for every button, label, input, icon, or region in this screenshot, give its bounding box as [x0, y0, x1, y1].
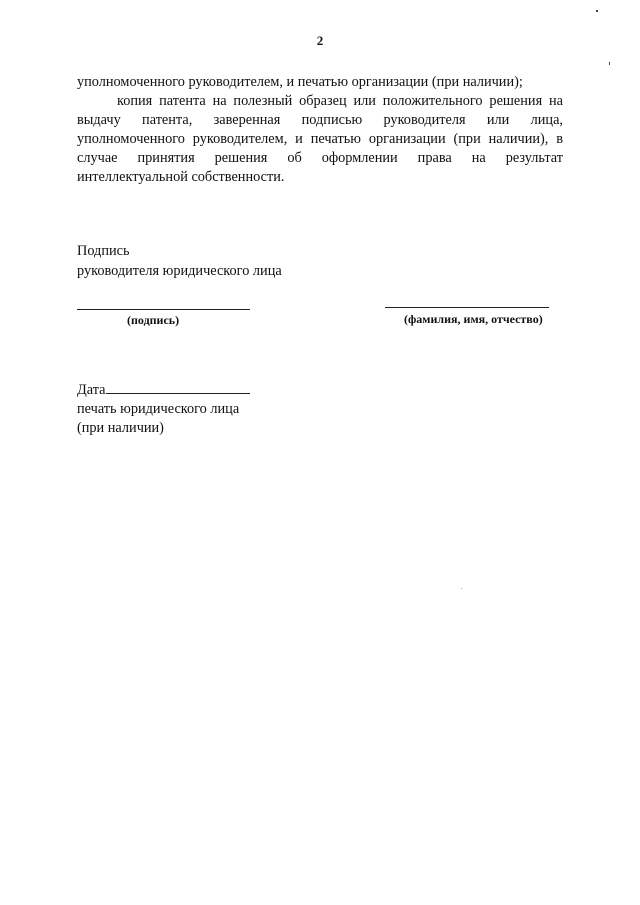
full-name-line	[385, 307, 549, 308]
body-paragraph-line: случае принятия решения об оформлении права на результат	[77, 150, 563, 166]
full-name-caption: (фамилия, имя, отчество)	[404, 312, 543, 326]
body-paragraph-line: выдачу патента, заверенная подписью руководителя или лица,	[77, 112, 563, 128]
page-number: 2	[316, 33, 324, 48]
date-line	[106, 381, 250, 394]
signature-heading	[77, 241, 282, 281]
scan-speck	[596, 10, 598, 12]
date-stamp-block	[77, 381, 250, 438]
date-label: Дата	[77, 382, 106, 398]
scan-speck	[609, 62, 610, 65]
stamp-label-line-2: (при наличии)	[77, 420, 164, 436]
body-paragraph-line: копия патента на полезный образец или положительного решения на	[117, 93, 563, 109]
body-paragraph-line: уполномоченного руководителем, и печатью организации (при наличии), в	[77, 131, 563, 147]
signature-line	[77, 309, 250, 310]
scan-speck	[461, 588, 462, 589]
signature-heading-line-2: руководителя юридического лица	[77, 263, 282, 279]
stamp-label-line-1: печать юридического лица	[77, 401, 240, 417]
body-paragraph-last-line: интеллектуальной собственности.	[77, 169, 285, 185]
date-row	[77, 381, 250, 400]
body-line-1: уполномоченного руководителем, и печатью организации (при наличии);	[77, 74, 523, 90]
signature-caption: (подпись)	[127, 313, 180, 327]
body-text	[77, 73, 563, 187]
signature-heading-line-1: Подпись	[77, 243, 130, 259]
